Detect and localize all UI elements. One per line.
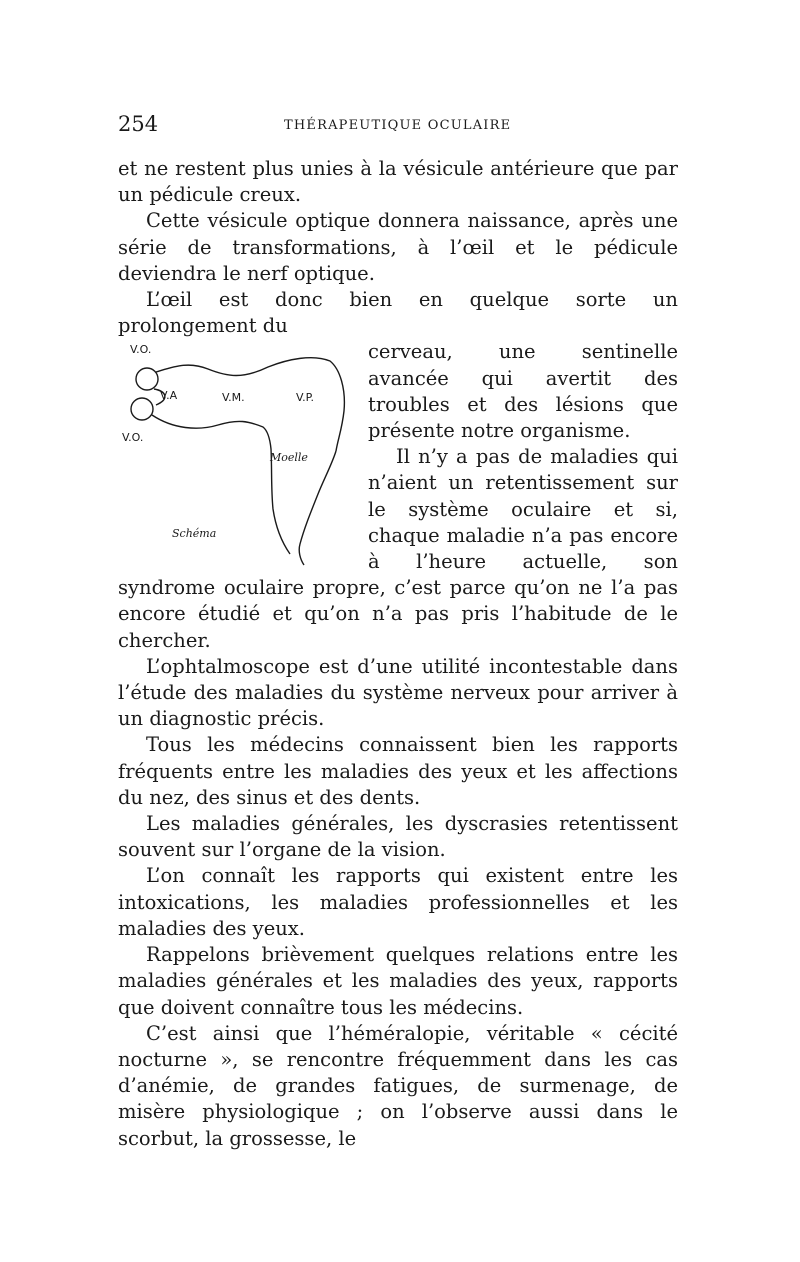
- brain-vesicle-schema-figure: [118, 339, 358, 569]
- body-text: [118, 156, 678, 1152]
- paragraph-4: cerveau, une sentinelle avancée qui avertit des troubles et des lésions que présente notre organisme.: [368, 340, 678, 443]
- label-vo-top: V.O.: [130, 343, 152, 357]
- running-title: THÉRAPEUTIQUE OCULAIRE: [284, 118, 512, 133]
- paragraph-10: Rappelons brièvement quelques relations entre les maladies générales et les maladies des yeux, rapports que doivent connaître tous les médecins.: [118, 943, 678, 1019]
- paragraph-7: Tous les médecins connaissent bien les rapports fréquents entre les maladies des yeux et les affections du nez, des sinus et des dents.: [118, 733, 678, 809]
- label-vm: V.M.: [222, 391, 245, 405]
- label-vp: V.P.: [296, 391, 315, 405]
- label-vo-bottom: V.O.: [122, 431, 144, 445]
- paragraph-5: Il n’y a pas de maladies qui n’aient un retentissement sur le système oculaire et si, chaque maladie n’a pas encore à l’heure actuelle, son syndrome oculaire propre, c’est parce qu’on ne l’a pas encore étudié et qu’on n’a pas pris l’habitude de le chercher.: [118, 445, 678, 652]
- paragraph-6: L’ophtalmoscope est d’une utilité incontestable dans l’étude des maladies du système nerveux pour arriver à un diagnostic précis.: [118, 654, 678, 731]
- label-va: V.A: [160, 389, 178, 403]
- schema-drawing: [118, 339, 358, 569]
- paragraph-1: et ne restent plus unies à la vésicule antérieure que par un pédicule creux.: [118, 157, 678, 207]
- label-moelle: Moelle: [270, 451, 308, 465]
- paragraph-2: Cette vésicule optique donnera naissance, après une série de transformations, à l’œil et le pédicule deviendra le nerf optique.: [118, 209, 678, 285]
- paragraph-9: L’on connaît les rapports qui existent entre les intoxications, les maladies professionnelles et les maladies des yeux.: [118, 864, 678, 940]
- paragraph-11: C’est ainsi que l’héméralopie, véritable « cécité nocturne », se rencontre fréquemment dans les cas d’anémie, de grandes fatigues, de surmenage, de misère physiologique ; on l’observe aussi dans le scorbut, la grossesse, le: [118, 1021, 678, 1150]
- label-schema: Schéma: [172, 527, 217, 541]
- page-number: 254: [118, 112, 159, 136]
- paragraph-8: Les maladies générales, les dyscrasies retentissent souvent sur l’organe de la vision.: [118, 812, 678, 862]
- paragraph-3: L’œil est donc bien en quelque sorte un prolongement du: [118, 288, 678, 338]
- page-header: [118, 112, 680, 142]
